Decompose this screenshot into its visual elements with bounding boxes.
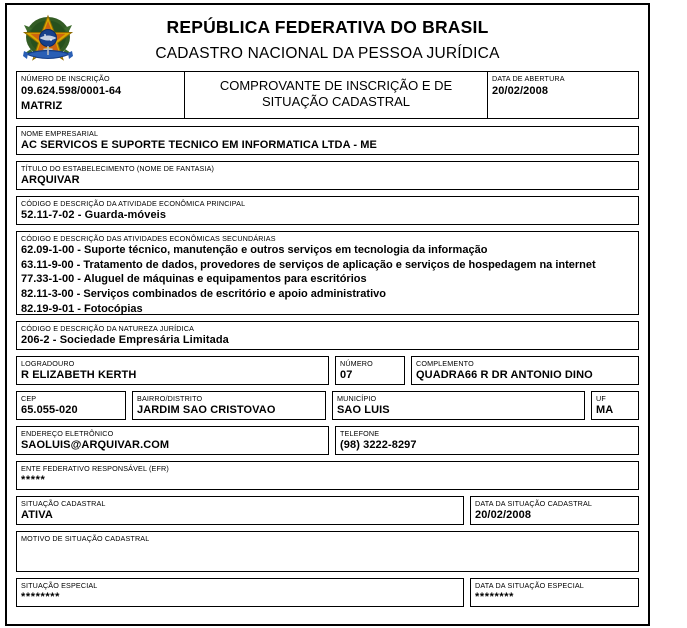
inscription-number-value: 09.624.598/0001-64 xyxy=(21,84,122,97)
efr-row xyxy=(16,461,639,490)
phone-value: (98) 3222-8297 xyxy=(340,439,417,452)
field-label: UF xyxy=(596,393,606,403)
field-number xyxy=(335,356,405,385)
state-value: MA xyxy=(596,404,614,417)
field-email xyxy=(16,426,329,455)
legal-nature-row xyxy=(16,321,639,350)
trade-name-value: ARQUIVAR xyxy=(21,174,80,187)
field-label: MOTIVO DE SITUAÇÃO CADASTRAL xyxy=(21,533,150,543)
secondary-activity-item: 82.11-3-00 - Serviços combinados de escritório e apoio administrativo xyxy=(21,288,386,301)
zip-value: 65.055-020 xyxy=(21,404,78,417)
secondary-activities-row xyxy=(16,231,639,315)
field-special-status-date xyxy=(470,578,639,607)
district-value: JARDIM SAO CRISTOVAO xyxy=(137,404,276,417)
field-label: CEP xyxy=(21,393,37,403)
main-activity-value: 52.11-7-02 - Guarda-móveis xyxy=(21,209,167,222)
efr-value: ***** xyxy=(21,474,46,487)
field-trade-name xyxy=(16,161,639,190)
field-label: NÚMERO DE INSCRIÇÃO xyxy=(21,74,110,83)
field-phone xyxy=(335,426,639,455)
field-label: ENDEREÇO ELETRÔNICO xyxy=(21,428,114,438)
page-title-country: REPÚBLICA FEDERATIVA DO BRASIL xyxy=(166,17,489,37)
secondary-activity-item: 82.19-9-01 - Fotocópias xyxy=(21,302,143,315)
special-status-value: ******** xyxy=(21,591,61,604)
status-reason-row xyxy=(16,531,639,572)
field-zip xyxy=(16,391,126,420)
brazil-coat-of-arms-icon xyxy=(22,13,74,69)
field-status-reason xyxy=(16,531,639,572)
field-efr xyxy=(16,461,639,490)
field-label: NÚMERO xyxy=(340,358,373,368)
address-row xyxy=(16,356,639,385)
field-inscription-number xyxy=(17,72,185,118)
complement-value: QUADRA66 R DR ANTONIO DINO xyxy=(416,369,593,382)
field-document-title xyxy=(185,72,488,118)
field-label: DATA DA SITUAÇÃO CADASTRAL xyxy=(475,498,593,508)
number-value: 07 xyxy=(340,369,353,382)
field-label: ENTE FEDERATIVO RESPONSÁVEL (EFR) xyxy=(21,463,169,473)
locality-row xyxy=(16,391,639,420)
status-value: ATIVA xyxy=(21,509,53,522)
field-status-date xyxy=(470,496,639,525)
field-secondary-activities xyxy=(16,231,639,315)
field-company-name xyxy=(16,126,639,155)
page-title-registry: CADASTRO NACIONAL DA PESSOA JURÍDICA xyxy=(155,45,500,63)
field-label: SITUAÇÃO CADASTRAL xyxy=(21,498,106,508)
special-status-date-value: ******** xyxy=(475,591,515,604)
field-status xyxy=(16,496,464,525)
field-legal-nature xyxy=(16,321,639,350)
field-label: BAIRRO/DISTRITO xyxy=(137,393,203,403)
field-label: DATA DA SITUAÇÃO ESPECIAL xyxy=(475,580,584,590)
field-special-status xyxy=(16,578,464,607)
field-label: CÓDIGO E DESCRIÇÃO DA NATUREZA JURÍDICA xyxy=(21,323,195,333)
field-complement xyxy=(411,356,639,385)
email-value: SAOLUIS@ARQUIVAR.COM xyxy=(21,439,170,452)
inscription-type-value: MATRIZ xyxy=(21,100,63,113)
secondary-activity-item: 62.09-1-00 - Suporte técnico, manutenção e outros serviços em tecnologia da informação xyxy=(21,244,488,257)
field-label: DATA DE ABERTURA xyxy=(492,74,565,83)
secondary-activity-item: 63.11-9-00 - Tratamento de dados, provedores de serviços de aplicação e serviços de hospedagem na internet xyxy=(21,258,596,271)
secondary-activity-item: 77.33-1-00 - Aluguel de máquinas e equipamentos para escritórios xyxy=(21,273,367,286)
field-city xyxy=(332,391,585,420)
field-opening-date xyxy=(488,72,638,118)
field-label: CÓDIGO E DESCRIÇÃO DA ATIVIDADE ECONÔMICA PRINCIPAL xyxy=(21,198,246,208)
field-district xyxy=(132,391,326,420)
opening-date-value: 20/02/2008 xyxy=(492,84,549,97)
field-label: NOME EMPRESARIAL xyxy=(21,128,99,138)
field-label: COMPLEMENTO xyxy=(416,358,474,368)
company-name-value: AC SERVICOS E SUPORTE TECNICO EM INFORMATICA LTDA - ME xyxy=(21,139,377,152)
status-date-value: 20/02/2008 xyxy=(475,509,532,522)
document-page xyxy=(5,3,650,626)
main-activity-row xyxy=(16,196,639,225)
legal-nature-value: 206-2 - Sociedade Empresária Limitada xyxy=(21,334,229,347)
city-value: SAO LUIS xyxy=(337,404,390,417)
company-name-row xyxy=(16,126,639,155)
field-street xyxy=(16,356,329,385)
trade-name-row xyxy=(16,161,639,190)
document-title-value: COMPROVANTE DE INSCRIÇÃO E DE SITUAÇÃO CADASTRAL xyxy=(219,78,453,110)
field-label: TÍTULO DO ESTABELECIMENTO (NOME DE FANTASIA) xyxy=(21,163,215,173)
header-summary-row xyxy=(16,71,639,119)
field-main-activity xyxy=(16,196,639,225)
status-row xyxy=(16,496,639,525)
street-value: R ELIZABETH KERTH xyxy=(21,369,137,382)
special-status-row xyxy=(16,578,639,607)
contact-row xyxy=(16,426,639,455)
field-label: TELEFONE xyxy=(340,428,380,438)
field-state xyxy=(591,391,639,420)
document-masthead xyxy=(16,11,639,71)
field-label: CÓDIGO E DESCRIÇÃO DAS ATIVIDADES ECONÔMICAS SECUNDÁRIAS xyxy=(21,233,276,243)
field-label: MUNICÍPIO xyxy=(337,393,377,403)
field-label: SITUAÇÃO ESPECIAL xyxy=(21,580,98,590)
field-label: LOGRADOURO xyxy=(21,358,75,368)
